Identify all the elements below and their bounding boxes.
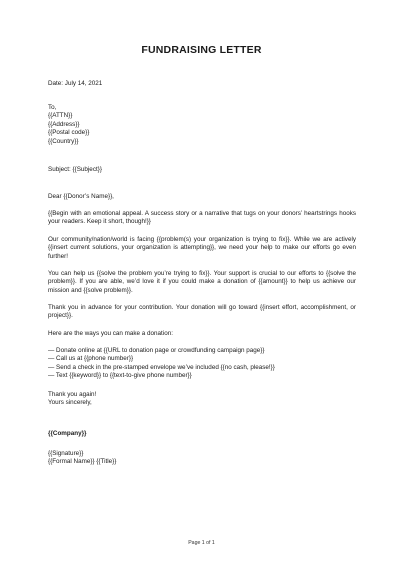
date-line: Date: July 14, 2021 [48,80,103,87]
signature: {{Signature}} [48,450,84,457]
list-item: — Call us at {{phone number}} [48,355,134,363]
address-postal-code: {{Postal code}} [48,129,90,137]
paragraph-4: Thank you in advance for your contribution. Your donation will go toward {{insert effort, accomplishment, or project}}. [48,304,356,320]
subject-line: Subject: {{Subject}} [48,166,102,173]
donation-ways-list [48,347,356,381]
formal-name-title: {{Formal Name}} {{Title}} [48,458,117,466]
greeting: Dear {{Donor’s Name}}, [48,193,114,200]
paragraph-2: Our community/nation/world is facing {{problem(s) your organization is trying to fix}}. While we are actively {{insert current solutions, your organization is attempting}}, we need your help to make our efforts go even further! [48,236,356,260]
signature-block [48,450,356,467]
page-footer: Page 1 of 1 [188,540,215,546]
closing-sign-off: Yours sincerely, [48,399,92,407]
list-item: — Send a check in the pre-stamped envelope we’ve included {{no cash, please!}} [48,363,275,371]
address-to: To, [48,104,57,111]
list-item: — Donate online at {{URL to donation page or crowdfunding campaign page}} [48,347,265,354]
closing [48,391,356,408]
recipient-address [48,104,356,146]
address-attn: {{ATTN}} [48,112,73,120]
paragraph-3: You can help us {{solve the problem you’re trying to fix}}. Your support is crucial to our efforts to {{solve the problem}}. If you are able, we’d love it if you could make a donation of {{amount}} to help us achieve our mission and {{solve problem}}. [48,270,356,294]
ways-intro: Here are the ways you can make a donation: [48,330,173,337]
address-street: {{Address}} [48,120,80,128]
company-name: {{Company}} [48,430,87,437]
letter-title: FUNDRAISING LETTER [141,44,262,56]
paragraph-1: {{Begin with an emotional appeal. A success story or a narrative that tugs on your donors’ heartstrings hooks your readers. Keep it short, though!}} [48,210,356,226]
address-country: {{Country}} [48,137,79,145]
closing-thanks: Thank you again! [48,391,97,398]
list-item: — Text {{keyword}} to {{text-to-give phone number}} [48,372,192,380]
